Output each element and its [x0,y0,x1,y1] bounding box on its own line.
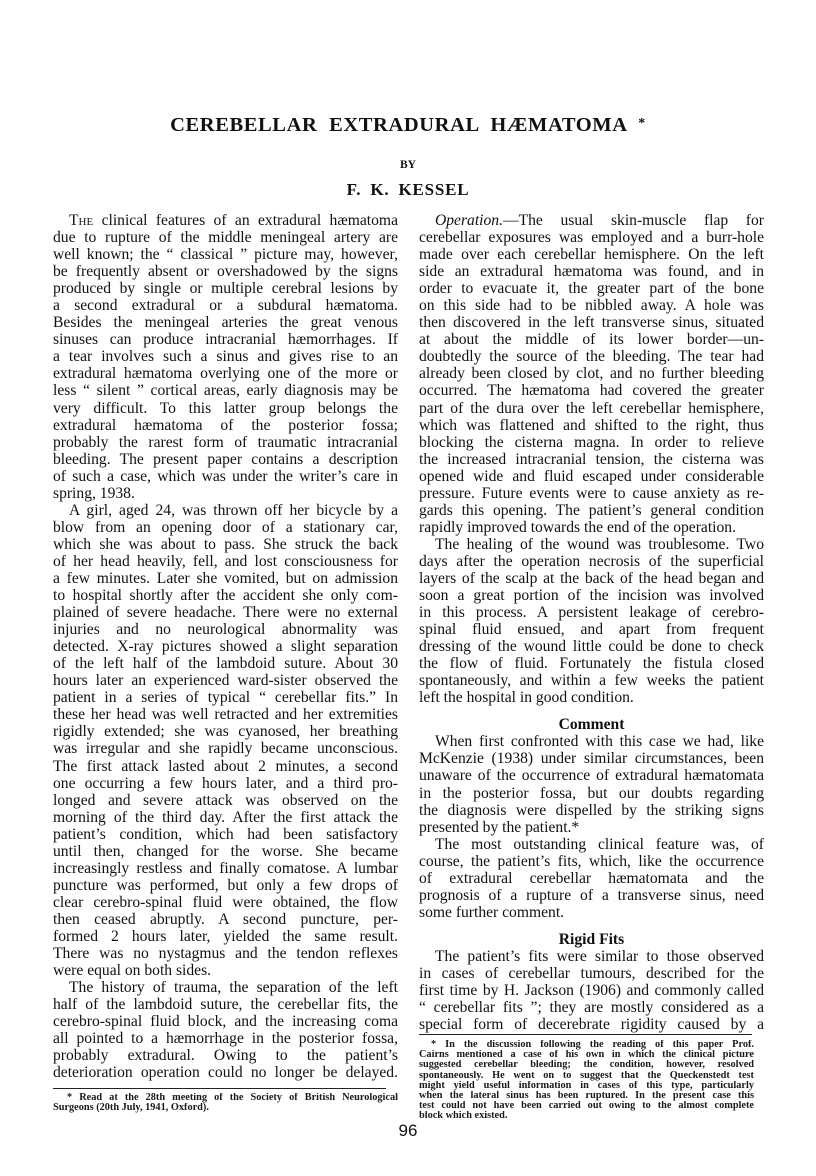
text-line: be frequently absent or overshadowed by the signs [53,263,398,281]
text-line: formed 2 hours later, yielded the same result. [53,927,398,945]
text-line: probably extradural. Owing to the patient’s [53,1047,398,1065]
section-heading-rigid-fits: Rigid Fits [558,930,625,948]
text-line: the flow of fluid. Fortunately the fistula closed [419,655,764,673]
text-line: probably the rarest form of traumatic intracranial [53,433,398,451]
text-fragment: —The usual skin-muscle flap for [503,212,764,229]
text-line: deterioration operation could no longer be delayed. [53,1064,398,1082]
section-lead-operation: Operation. [435,212,504,229]
text-line: in cases of cerebellar tumours, described for the [419,964,764,982]
text-line: spinal fluid ensued, and apart from frequent [419,621,764,639]
text-line: order to evacuate it, the greater part of the bone [419,280,764,298]
text-line: There was no nystagmus and the tendon reflexes [53,945,398,963]
byline: BY [400,159,416,171]
text-line [53,212,398,229]
text-line: of extradural cerebellar hæmatomata and the [419,869,764,887]
footnote-line: suggested cerebellar bleeding; the condition, however, resolved [419,1060,754,1071]
text-line: doubtedly the source of the bleeding. The tear had [419,348,764,366]
text-line: at about the middle of its lower border—un- [419,331,764,349]
text-line: increasingly restless and finally comatose. A lumbar [53,859,398,877]
footnote-right [419,1040,754,1122]
text-line: detected. X-ray pictures showed a slight separation [53,638,398,656]
text-line: until then, changed for the worse. She became [53,842,398,860]
text-line: When first confronted with this case we had, like [435,733,764,751]
author-name: F. K. KESSEL [346,180,470,199]
text-line: produced by single or multiple cerebral lesions by [53,280,398,298]
text-line: soon a great portion of the incision was involved [419,587,764,605]
text-line: sinuses can produce intracranial hæmorrhages. If [53,331,398,349]
text-line: extradural hæmatoma of the posterior fossa; [53,416,398,434]
text-line: The patient’s fits were similar to those observed [435,947,764,965]
footnote-line: Cairns mentioned a case of his own in which the clinical picture [419,1050,754,1061]
text-line: half of the lambdoid suture, the cerebellar fits, the [53,996,398,1014]
text-line: to hospital shortly after the accident she only com- [53,587,398,605]
text-line: all pointed to a hæmorrhage in the posterior fossa, [53,1030,398,1048]
text-line: cerebro-spinal fluid block, and the increasing coma [53,1013,398,1031]
text-line: of the left half of the lambdoid suture. About 30 [53,655,398,673]
section-heading-comment: Comment [558,716,625,734]
article-title [0,114,816,137]
text-line: gards this opening. The patient’s general condition [419,501,764,519]
title-text: CEREBELLAR EXTRADURAL HÆMATOMA [170,114,627,136]
text-line: pressure. Future events were to cause anxiety as re- [419,484,764,502]
text-line: then discovered in the left transverse sinus, situated [419,314,764,332]
text-line: extradural hæmatoma overlying one of the more or [53,365,398,383]
text-line: The most outstanding clinical feature was, of [435,835,764,853]
right-column [419,212,764,1033]
text-line: cerebellar exposures was employed and a burr-hole [419,229,764,247]
footnote-marker: * [638,116,646,131]
footnote-line: test could not have been carried out owing to the almost complete [419,1101,754,1112]
text-line: a few minutes. Later she vomited, but on admission [53,569,398,587]
text-line: longed and severe attack was observed on the [53,791,398,809]
text-line: already been closed by clot, and no further bleeding [419,365,764,383]
text-fragment: clinical features of an extradural hæmatoma [93,212,398,229]
text-line: patient in a series of typical “ cerebellar fits.” In [53,689,398,707]
text-line: patient’s condition, which had been satisfactory [53,825,398,843]
text-line: occurred. The hæmatoma had covered the greater [419,382,764,400]
text-line: special form of decerebrate rigidity caused by a [419,1016,764,1034]
text-line: of such a case, which was under the writer’s care in [53,467,398,485]
text-line: rapidly improved towards the end of the operation. [419,518,736,536]
text-line: side an extradural hæmatoma was found, and in [419,263,764,281]
text-line: which she was about to pass. She struck the back [53,535,398,553]
text-line: unaware of the occurrence of extradural hæmatomata [419,767,764,785]
text-line: prognosis of a rupture of a transverse sinus, need [419,886,764,904]
text-line: a tear involves such a sinus and gives rise to an [53,348,398,366]
text-line: then ceased abruptly. A second puncture, per- [53,910,398,928]
text-line: some further comment. [419,903,565,921]
text-line: made over each cerebellar hemisphere. On the left [419,246,764,264]
footnote-rule-left [53,1088,386,1089]
text-line: left the hospital in good condition. [419,689,634,707]
left-column [53,212,398,1081]
footnote-line: block which existed. [419,1111,508,1122]
text-line: injuries and no neurological abnormality was [53,621,398,639]
text-line: which was flattened and shifted to the right, thus [419,416,764,434]
text-line: very difficult. To this latter group belongs the [53,399,398,417]
text-line: morning of the third day. After the first attack the [53,808,398,826]
footnote-line: Surgeons (20th July, 1941, Oxford). [53,1103,209,1114]
text-line: the diagnosis were dispelled by the striking signs [419,801,764,819]
text-line: plained of severe headache. There were no external [53,604,398,622]
text-line: The first attack lasted about 2 minutes, a second [53,757,398,775]
footnote-line: might yield useful information in cases of this type, particularly [419,1080,754,1091]
text-line: one occurring a few hours later, and a third pro- [53,774,398,792]
text-line: the increased intracranial tension, the cisterna was [419,450,764,468]
lead-word: The [69,212,94,229]
footnote-left [53,1093,398,1113]
text-line: blocking the cisterna magna. In order to relieve [419,433,764,451]
text-line: of her head heavily, fell, and lost consciousness for [53,552,398,570]
text-line: on this side had to be nibbled away. A hole was [419,297,764,315]
text-line: was irregular and she rapidly became unconscious. [53,740,398,758]
text-line: in this process. A persistent leakage of cerebro- [419,604,764,622]
text-line: days after the operation necrosis of the superficial [419,552,764,570]
text-line: A girl, aged 24, was thrown off her bicycle by a [69,501,398,519]
text-line [419,212,764,229]
text-line: spontaneously, and within a few weeks the patient [419,672,764,690]
text-line: Besides the meningeal arteries the great venous [53,314,398,332]
text-line: clear cerebro-spinal fluid were obtained, the flow [53,893,398,911]
text-line: dressing of the wound little could be done to check [419,638,764,656]
text-line: less “ silent ” cortical areas, early diagnosis may be [53,382,398,400]
text-line: in the posterior fossa, but our doubts regarding [419,784,764,802]
text-line: opened wide and fluid escaped under considerable [419,467,764,485]
text-line: spring, 1938. [53,484,135,502]
text-line: The history of trauma, the separation of the left [69,979,398,997]
text-line: first time by H. Jackson (1906) and commonly called [419,981,764,999]
text-line: rigidly extended; she was cyanosed, her breathing [53,723,398,741]
footnote-rule-right [419,1034,752,1035]
text-line: bleeding. The present paper contains a description [53,450,398,468]
text-line: due to rupture of the middle meningeal artery are [53,229,398,247]
text-line: layers of the scalp at the back of the head began and [419,569,764,587]
text-line: blow from an opening door of a stationary car, [53,518,398,536]
text-line: were equal on both sides. [53,962,212,980]
text-line: well known; the “ classical ” picture may, however, [53,246,398,264]
footnote-line: when the lateral sinus has been ruptured. In the present case this [419,1090,754,1101]
text-line: puncture was performed, but only a few drops of [53,876,398,894]
text-line: presented by the patient.* [419,818,580,836]
text-line: The healing of the wound was troublesome. Two [435,535,764,553]
text-line: “ cerebellar fits ”; they are mostly considered as a [419,999,764,1017]
text-line: these her head was well retracted and her extremities [53,706,398,724]
footnote-line: spontaneously. He went on to suggest that the Queckenstedt test [419,1070,754,1081]
text-line: a second extradural or a subdural hæmatoma. [53,297,398,315]
text-line: McKenzie (1938) under similar circumstances, been [419,750,764,768]
text-line: hours later an experienced ward-sister observed the [53,672,398,690]
text-line: part of the dura over the left cerebellar hemisphere, [419,399,764,417]
text-line: course, the patient’s fits, which, like the occurrence [419,852,764,870]
footnote-line: * Read at the 28th meeting of the Society of British Neurological [67,1093,398,1103]
page-number: 96 [398,1121,418,1140]
footnote-line: * In the discussion following the reading of this paper Prof. [431,1040,754,1050]
